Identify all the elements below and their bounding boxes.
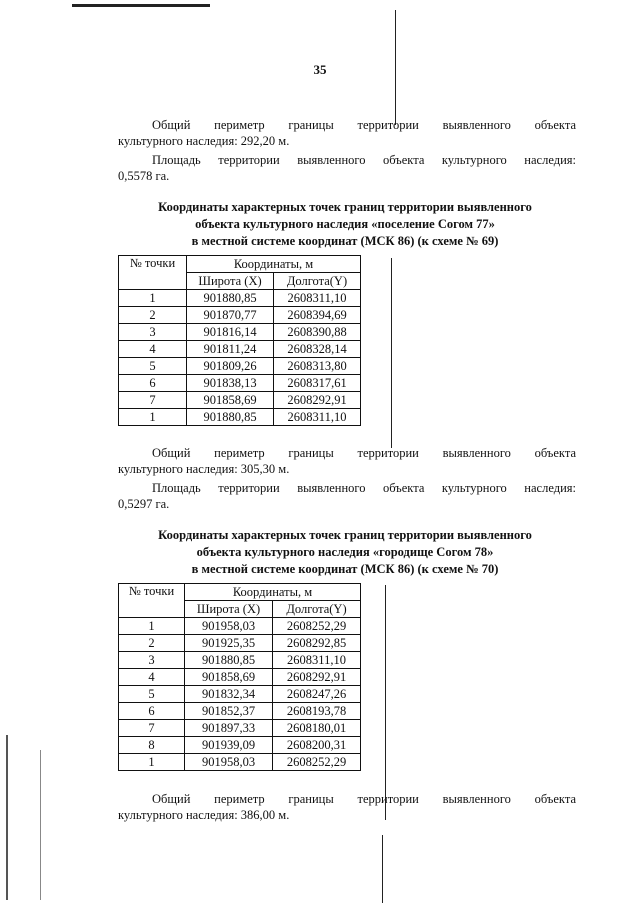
cell-x: 901852,37	[185, 703, 273, 720]
paragraph-line: Площадь территории выявленного объекта культурного наследия:	[152, 481, 576, 495]
cell-x: 901897,33	[185, 720, 273, 737]
heading-line: объекта культурного наследия «поселение Согом 77»	[195, 217, 495, 231]
cell-y: 2608180,01	[273, 720, 361, 737]
cell-point: 3	[119, 324, 187, 341]
cell-y: 2608311,10	[274, 290, 361, 307]
header-longitude-y: Долгота(Y)	[273, 601, 361, 618]
header-latitude-x: Широта (X)	[185, 601, 273, 618]
paragraph-line: культурного наследия: 305,30 м.	[118, 462, 290, 476]
header-longitude-y: Долгота(Y)	[274, 273, 361, 290]
header-coordinates: Координаты, м	[187, 256, 361, 273]
coordinates-table-70	[118, 583, 361, 771]
heading-line: в местной системе координат (МСК 86) (к схеме № 70)	[191, 562, 499, 576]
coordinates-table-69	[118, 255, 361, 426]
cell-x: 901880,85	[187, 290, 274, 307]
scan-artifact-vertical-line	[391, 258, 392, 448]
cell-y: 2608390,88	[274, 324, 361, 341]
cell-y: 2608252,29	[273, 618, 361, 635]
cell-x: 901858,69	[187, 392, 274, 409]
cell-y: 2608311,10	[273, 652, 361, 669]
cell-x: 901816,14	[187, 324, 274, 341]
scan-artifact-vertical-line	[382, 835, 383, 903]
cell-point: 1	[119, 290, 187, 307]
cell-point: 4	[119, 669, 185, 686]
cell-y: 2608193,78	[273, 703, 361, 720]
cell-y: 2608311,10	[274, 409, 361, 426]
paragraph-line: Общий периметр границы территории выявленного объекта	[152, 446, 576, 460]
cell-point: 1	[119, 754, 185, 771]
paragraph-area-2	[118, 480, 576, 512]
paragraph-area-1	[118, 152, 576, 184]
paragraph-line: Общий периметр границы территории выявленного объекта	[152, 118, 576, 132]
table-row	[119, 686, 361, 703]
cell-point: 6	[119, 375, 187, 392]
cell-x: 901811,24	[187, 341, 274, 358]
cell-y: 2608247,26	[273, 686, 361, 703]
header-point-number: № точки	[119, 256, 187, 290]
table-row	[119, 307, 361, 324]
heading-line: Координаты характерных точек границ территории выявленного	[158, 528, 532, 542]
cell-point: 7	[119, 720, 185, 737]
header-latitude-x: Широта (X)	[187, 273, 274, 290]
cell-x: 901925,35	[185, 635, 273, 652]
cell-point: 3	[119, 652, 185, 669]
cell-y: 2608313,80	[274, 358, 361, 375]
cell-point: 6	[119, 703, 185, 720]
cell-y: 2608317,61	[274, 375, 361, 392]
page-number: 35	[313, 62, 327, 77]
scan-artifact-left-edge	[40, 750, 41, 900]
cell-point: 1	[119, 409, 187, 426]
cell-x: 901939,09	[185, 737, 273, 754]
cell-x: 901958,03	[185, 754, 273, 771]
paragraph-perimeter-1	[118, 117, 576, 149]
cell-point: 4	[119, 341, 187, 358]
cell-point: 5	[119, 686, 185, 703]
section-heading-70	[110, 527, 580, 578]
paragraph-perimeter-3	[118, 791, 576, 823]
table-row	[119, 618, 361, 635]
cell-y: 2608252,29	[273, 754, 361, 771]
table-row	[119, 703, 361, 720]
cell-x: 901880,85	[185, 652, 273, 669]
table-row	[119, 290, 361, 307]
scan-artifact-top-bar	[72, 4, 210, 7]
cell-x: 901880,85	[187, 409, 274, 426]
table-row	[119, 392, 361, 409]
cell-y: 2608292,85	[273, 635, 361, 652]
table-row	[119, 324, 361, 341]
scan-artifact-left-edge	[6, 735, 8, 900]
header-coordinates: Координаты, м	[185, 584, 361, 601]
cell-point: 2	[119, 307, 187, 324]
cell-x: 901809,26	[187, 358, 274, 375]
heading-line: объекта культурного наследия «городище Согом 78»	[196, 545, 494, 559]
table-row	[119, 358, 361, 375]
table-row	[119, 737, 361, 754]
paragraph-line: культурного наследия: 386,00 м.	[118, 808, 290, 822]
cell-y: 2608394,69	[274, 307, 361, 324]
header-point-number: № точки	[119, 584, 185, 618]
paragraph-line: 0,5297 га.	[118, 497, 170, 511]
table-row	[119, 652, 361, 669]
cell-x: 901838,13	[187, 375, 274, 392]
table-row	[119, 720, 361, 737]
table-row	[119, 669, 361, 686]
table-row	[119, 754, 361, 771]
scan-artifact-vertical-line	[385, 585, 386, 820]
paragraph-perimeter-2	[118, 445, 576, 477]
cell-y: 2608292,91	[273, 669, 361, 686]
cell-point: 5	[119, 358, 187, 375]
cell-point: 7	[119, 392, 187, 409]
cell-x: 901870,77	[187, 307, 274, 324]
paragraph-line: культурного наследия: 292,20 м.	[118, 134, 290, 148]
cell-point: 8	[119, 737, 185, 754]
table-row	[119, 341, 361, 358]
table-row	[119, 375, 361, 392]
cell-x: 901958,03	[185, 618, 273, 635]
heading-line: Координаты характерных точек границ территории выявленного	[158, 200, 532, 214]
cell-point: 1	[119, 618, 185, 635]
cell-y: 2608328,14	[274, 341, 361, 358]
cell-x: 901858,69	[185, 669, 273, 686]
cell-x: 901832,34	[185, 686, 273, 703]
cell-y: 2608292,91	[274, 392, 361, 409]
paragraph-line: Площадь территории выявленного объекта культурного наследия:	[152, 153, 576, 167]
paragraph-line: Общий периметр границы территории выявленного объекта	[152, 792, 576, 806]
paragraph-line: 0,5578 га.	[118, 169, 170, 183]
section-heading-69	[110, 199, 580, 250]
table-row	[119, 635, 361, 652]
heading-line: в местной системе координат (МСК 86) (к схеме № 69)	[191, 234, 499, 248]
cell-point: 2	[119, 635, 185, 652]
table-row	[119, 409, 361, 426]
cell-y: 2608200,31	[273, 737, 361, 754]
